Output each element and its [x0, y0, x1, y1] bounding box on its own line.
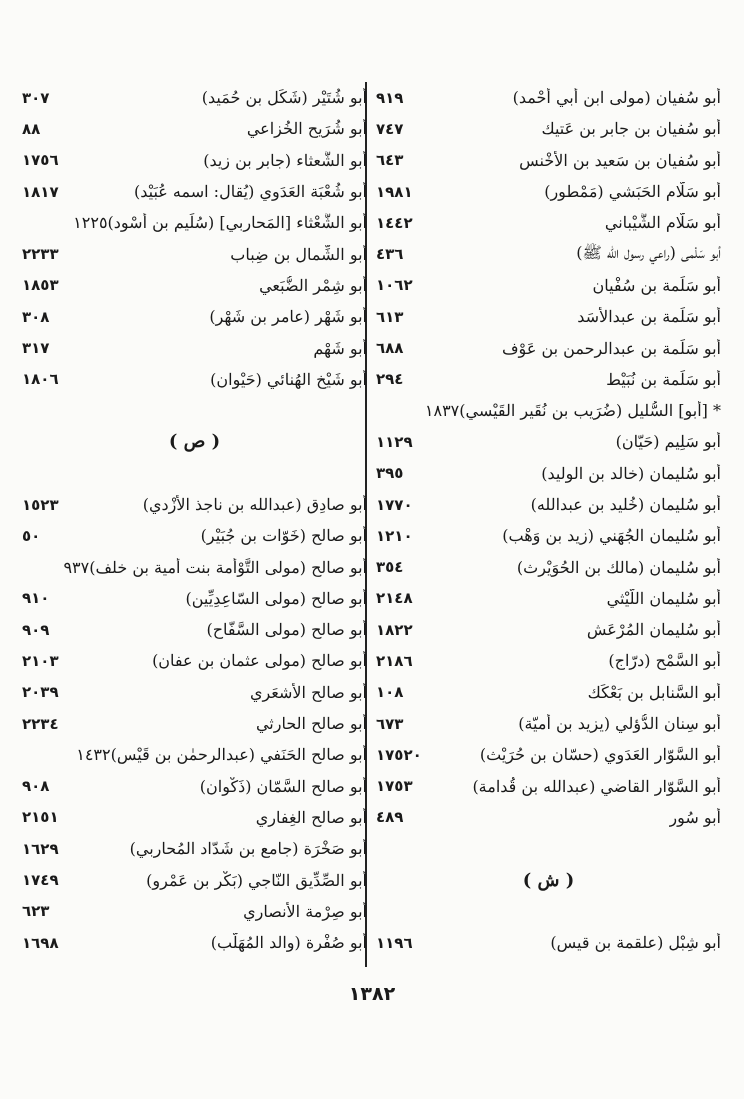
- index-entry: [22, 927, 367, 958]
- entry-number: ٦٤٣: [376, 151, 404, 170]
- entry-name: أبو سُفيان بن جابر بن عَتيك: [541, 119, 721, 139]
- entry-number: ١٩٨١: [376, 182, 413, 201]
- entry-name: أبو سَلَمة بن نُبَيْط: [606, 369, 721, 389]
- entry-name: أبو سُليمان المُرْعَش: [586, 620, 721, 640]
- entry-number: ٢١٥١: [22, 808, 59, 827]
- entry-name: أبو سَلّام الشَّيْباني: [604, 213, 721, 233]
- entry-number: ١١٩٦: [376, 933, 413, 952]
- index-entry: [376, 332, 721, 363]
- entry-number: ١٧٧٠: [376, 495, 413, 514]
- entry-number: ٦١٣: [376, 307, 404, 326]
- entry-number: ٦٧٣: [376, 714, 404, 733]
- index-entry: [22, 145, 367, 176]
- entry-number: ٣٠٧: [22, 88, 50, 107]
- entry-name: أبو السَّمْح (درّاج): [608, 651, 721, 671]
- index-entry: [22, 739, 367, 770]
- index-entry: [376, 520, 721, 551]
- entry-name: أبو صالح (مولى عثمان بن عفان): [152, 651, 367, 671]
- entry-number: ٦٢٣: [22, 902, 50, 921]
- entry-number: ١٥٢٣: [22, 495, 59, 514]
- entry-name: أبو سَلّام الحَبَشي (مَمْطور): [544, 182, 721, 202]
- index-entry: [376, 802, 721, 833]
- entry-name: أبو صَخْرَة (جامع بن شَدّاد المُحاربي): [129, 839, 367, 859]
- page-number: ١٣٨٢: [348, 983, 396, 1005]
- entry-name: * [أبو] السُّليل (ضُرَيب بن نُقَير القَيْسي)١٨٣٧: [424, 401, 721, 421]
- entry-number: ١٠٦٢: [376, 276, 413, 295]
- entry-number: ٢١٨٦: [376, 651, 413, 670]
- index-entry: [22, 645, 367, 676]
- entry-number: ١١٢٩: [376, 432, 413, 451]
- index-entry: [22, 802, 367, 833]
- index-entry: [376, 238, 721, 269]
- entry-number: ٩٠٩: [22, 620, 50, 639]
- entry-name: أبو سُليمان اللَّيْثي: [606, 588, 721, 608]
- index-entry: [22, 270, 367, 301]
- index-entry: [22, 176, 367, 207]
- index-entry: [376, 677, 721, 708]
- index-entry: [22, 364, 367, 395]
- index-entry: [376, 708, 721, 739]
- entry-name: أبو سُور: [669, 807, 721, 827]
- entry-name: أبو صالح الأشعَري: [249, 682, 367, 702]
- entry-number: ١٨٠٦: [22, 370, 59, 389]
- entry-number: ١٨٥٣: [22, 276, 59, 295]
- entry-name: أبو صالح (مولى السّاعِدِيِّين): [185, 588, 367, 608]
- entry-number: ٣٠٨: [22, 307, 50, 326]
- entry-name: أبو شِمْر الضُّبَعي: [259, 275, 367, 295]
- index-entry: [376, 614, 721, 645]
- entry-number: ٢٢٣٣: [22, 245, 59, 264]
- entry-number: ٨٨: [22, 119, 41, 138]
- left-index-column: [22, 82, 367, 958]
- index-entry: [22, 614, 367, 645]
- entry-number: ٢١٤٨: [376, 589, 413, 608]
- index-entry: [22, 489, 367, 520]
- entry-name: أبو صادِق (عبدالله بن ناجذ الأزْدي): [142, 495, 367, 514]
- entry-number: ٤٨٩: [376, 808, 404, 827]
- index-entry: [22, 238, 367, 269]
- entry-name: أبو سُليمان الجُهَني (زيد بن وَهْب): [502, 526, 721, 546]
- entry-number: ١٧٥٣: [376, 777, 413, 796]
- entry-name: أبو صِرْمة الأنصاري: [243, 901, 367, 921]
- entry-name: أبو السَّوّار القاضي (عبدالله بن قُدامة): [472, 776, 721, 796]
- index-entry: [22, 113, 367, 144]
- index-entry: [376, 145, 721, 176]
- index-entry: [376, 583, 721, 614]
- entry-name: أبو الصِّدِّيق النّاجي (بَكْر بن عَمْرو): [146, 870, 367, 890]
- entry-name: أبو الشِّمال بن ضِباب: [230, 244, 367, 264]
- index-entry: [22, 771, 367, 802]
- index-entry: [22, 896, 367, 927]
- entry-name: أبو شَهْم: [313, 338, 367, 358]
- entry-number: ٧٤٧: [376, 119, 404, 138]
- index-entry: [22, 207, 367, 238]
- index-entry: [376, 739, 721, 770]
- entry-number: ٢١٠٣: [22, 651, 59, 670]
- entry-name: أبو سَلْمى (راعي رسول الله ﷺ): [576, 242, 721, 262]
- index-entry: [376, 645, 721, 676]
- entry-name: أبو صالح (خَوّات بن جُبَيْر): [200, 526, 367, 546]
- entry-name: أبو السَّنابل بن بَعْكَك: [587, 682, 721, 702]
- entry-name: أبو سُليمان (خُليد بن عبدالله): [530, 495, 721, 514]
- index-entry: [22, 82, 367, 113]
- index-entry: [376, 82, 721, 113]
- index-entry: [22, 677, 367, 708]
- entry-name: أبو شَيْخ الهُنائي (حَيْوان): [210, 369, 367, 389]
- entry-name: أبو الشَّعثاء (جابر بن زيد): [203, 150, 367, 170]
- entry-number: ٩١٩: [376, 88, 404, 107]
- index-entry: [22, 708, 367, 739]
- entry-number: ٢٠٣٩: [22, 683, 59, 702]
- entry-number: ١٨١٧: [22, 182, 59, 201]
- index-entry: [376, 270, 721, 301]
- entry-number: ٢٩٤: [376, 370, 404, 389]
- entry-number: ١٤٤٢: [376, 213, 413, 232]
- entry-number: ٩٠٨: [22, 777, 50, 796]
- entry-name: أبو سَلَمة بن سُفْيان: [592, 275, 721, 295]
- index-entry: [22, 520, 367, 551]
- entry-name: أبو شَهْر (عامر بن شَهْر): [209, 307, 367, 327]
- index-entry: [376, 489, 721, 520]
- entry-name: أبو صالح الحارِثي: [255, 714, 367, 734]
- entry-number: ١٧٥٦: [22, 151, 59, 170]
- right-index-column: [376, 82, 721, 958]
- entry-number: ٦٨٨: [376, 339, 404, 358]
- entry-number: ١٦٢٩: [22, 839, 59, 858]
- entry-number: ١٨٢٢: [376, 620, 413, 639]
- entry-name: أبو صالح الغِفاري: [255, 807, 367, 827]
- entry-number: ٥٠: [22, 526, 41, 545]
- index-entry: [376, 426, 721, 457]
- blank-line: [22, 395, 367, 426]
- entry-number: ١٢١٠: [376, 526, 413, 545]
- entry-name: أبو سُفيان (مولى ابن أبي أَحْمد): [512, 88, 721, 108]
- entry-number: ٤٣٦: [376, 245, 404, 264]
- section-heading-letter: ( ص ): [168, 431, 221, 453]
- index-entry: [376, 395, 721, 426]
- index-entry: [376, 364, 721, 395]
- entry-name: أبو سَلَمة بن عبدالرحمن بن عَوْف: [501, 338, 721, 358]
- entry-number: ٢٢٣٤: [22, 714, 59, 733]
- entry-name: أبو سُفيان بن سَعيد بن الأخْنس: [519, 150, 721, 170]
- index-entry: [22, 332, 367, 363]
- index-entry: [376, 458, 721, 489]
- entry-number: ١٦٩٨: [22, 933, 59, 952]
- index-entry: [22, 833, 367, 864]
- index-entry: [22, 551, 367, 582]
- section-heading-letter: ( ش ): [522, 869, 575, 891]
- entry-name: أبو سِنان الدُّؤلي (يزيد بن أميّة): [518, 714, 721, 734]
- entry-number: ١٧٤٩: [22, 871, 59, 890]
- entry-number: ٣١٧: [22, 339, 50, 358]
- index-entry: [376, 301, 721, 332]
- entry-name: أبو سُليمان (خالد بن الوليد): [541, 463, 721, 483]
- index-entry: [376, 207, 721, 238]
- index-entry: [22, 583, 367, 614]
- entry-name: أبو شُرَيح الخُزاعي: [246, 119, 367, 139]
- blank-line: [22, 458, 367, 489]
- section-heading: [376, 864, 721, 895]
- entry-name: أبو الشَّعْثاء [المَحارِبي] (سُلَيم بن أسْود)١٢٢٥: [73, 213, 367, 233]
- entry-name: أبو صالح (مولى السَّفّاح): [206, 620, 367, 640]
- entry-name: أبو سَلَمة بن عبدالأَسَد: [577, 307, 721, 327]
- index-entry: [376, 113, 721, 144]
- index-entry: [22, 864, 367, 895]
- entry-name: أبو شُتَيْر (شَكَل بن حُمَيد): [201, 88, 367, 108]
- entry-name: أبو سُليمان (مالك بن الحُوَيْرث): [516, 557, 721, 577]
- entry-name: أبو صُفْرة (والد المُهَلَّب): [210, 933, 367, 953]
- entry-name: أبو صالح (مولى التَّوْأمة بنت أمية بن خلف)٩٣٧: [63, 557, 367, 577]
- entry-name: أبو شُعْبَة العَدَوي (يُقال: اسمه عُبَيْد): [133, 182, 367, 202]
- entry-name: أبو السَّوّار العَدَوي (حسّان بن حُرَيْث): [479, 745, 721, 765]
- entry-name: أبو صالح الحَنَفي (عبدالرحمٰن بن قَيْس)١٤٣٢: [76, 745, 367, 765]
- index-entry: [376, 927, 721, 958]
- entry-number: ٣٩٥: [376, 464, 404, 483]
- entry-name: أبو شِبْل (علقمة بن قيس): [550, 933, 721, 953]
- entry-number: ١٧٥٢٠: [376, 745, 422, 764]
- blank-line: [376, 896, 721, 927]
- entry-number: ٣٥٤: [376, 558, 404, 577]
- index-entry: [376, 176, 721, 207]
- section-heading: [22, 426, 367, 457]
- index-entry: [376, 771, 721, 802]
- entry-name: أبو سَلِيم (حَيّان): [615, 432, 721, 452]
- entry-number: ١٠٨: [376, 683, 404, 702]
- index-entry: [22, 301, 367, 332]
- entry-name: أبو صالح السَّمّان (ذَكْوان): [199, 776, 367, 796]
- entry-number: ٩١٠: [22, 589, 50, 608]
- blank-line: [376, 833, 721, 864]
- index-entry: [376, 551, 721, 582]
